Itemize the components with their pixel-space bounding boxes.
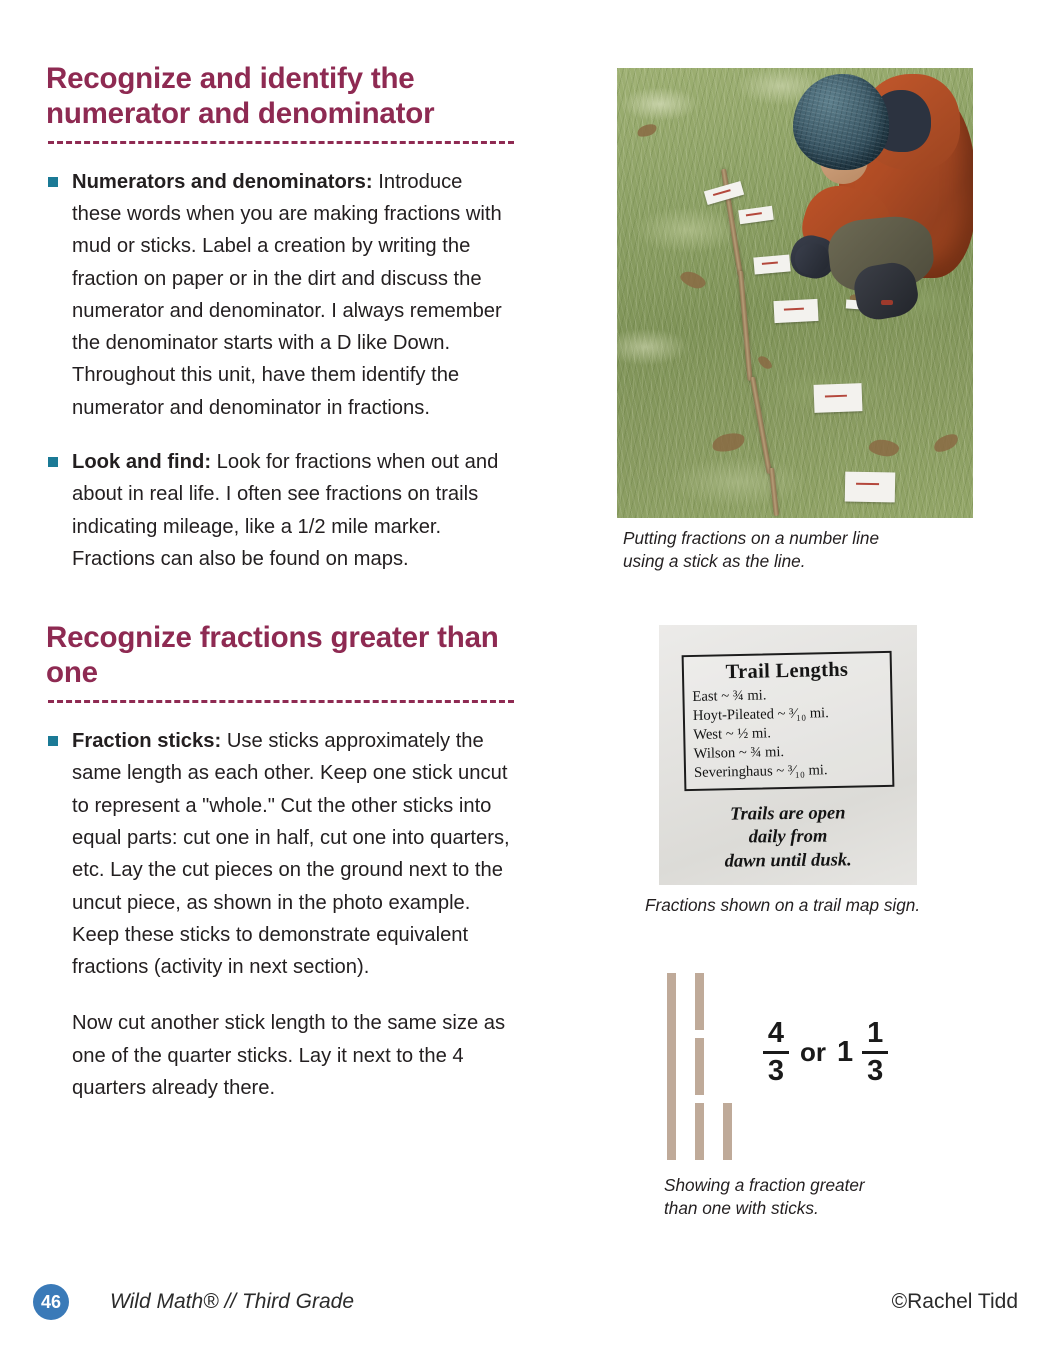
bullet-lead: Numerators and denominators: bbox=[72, 170, 373, 193]
section-heading-1: Recognize and identify the numerator and denominator bbox=[46, 62, 435, 130]
bullet-text: Introduce these words when you are making fractions with mud or sticks. Label a creation by writing the fraction on paper or in the dirt and discuss the numerator and denominator. I always remember the denominator starts with a D like Down. Throughout this unit, have them identify the numerator and denominator in fractions. bbox=[72, 170, 502, 419]
whole-stick bbox=[667, 973, 676, 1160]
fraction-diagram-figure bbox=[659, 965, 1017, 1165]
hours-line: daily from bbox=[748, 826, 828, 848]
heading-divider-2 bbox=[48, 700, 514, 703]
page-footer bbox=[0, 1283, 1054, 1333]
list-item bbox=[46, 446, 516, 575]
fraction-card bbox=[753, 254, 790, 274]
bullet-text: Look for fractions when out and about in real life. I often see fractions on trails indicating mileage, like a 1/2 mile marker. Fractions can also be found on maps. bbox=[72, 451, 499, 571]
improper-fraction bbox=[763, 1016, 789, 1088]
sign-trail-list bbox=[692, 684, 892, 783]
photo-caption-1 bbox=[623, 527, 1017, 573]
mixed-whole-number: 1 bbox=[837, 1035, 854, 1068]
hours-line: dawn until dusk. bbox=[724, 849, 852, 872]
figure-caption-3 bbox=[664, 1174, 1017, 1220]
extra-third-stick bbox=[723, 1103, 732, 1160]
caption-line: Showing a fraction greater bbox=[664, 1174, 865, 1195]
page-number-badge: 46 bbox=[33, 1284, 69, 1320]
sign-box bbox=[682, 651, 895, 791]
footer-book-title: Wild Math® // Third Grade bbox=[110, 1290, 355, 1313]
hours-line: Trails are open bbox=[729, 803, 846, 825]
mixed-fraction bbox=[862, 1016, 888, 1088]
figure-column bbox=[617, 68, 1017, 1219]
photo-trail-sign bbox=[659, 625, 917, 885]
trail-entry: East ~ ¾ mi. bbox=[692, 687, 767, 705]
caption-line: using a stick as the line. bbox=[623, 550, 806, 571]
boot-accent bbox=[881, 300, 893, 305]
photo-caption-2: Fractions shown on a trail map sign. bbox=[645, 894, 921, 915]
fraction-card bbox=[845, 472, 896, 503]
denominator: 3 bbox=[867, 1055, 884, 1088]
caption-line: Putting fractions on a number line bbox=[623, 528, 880, 548]
section-heading-2: Recognize fractions greater than one bbox=[46, 621, 499, 690]
bullet-text: Use sticks approximately the same length as each other. Keep one stick uncut to represent a "whole." Cut the other sticks into equal parts: cut one in half, cut one into quarters, etc. Lay the cut pieces on the ground next to the uncut piece, as shown in the photo example. Keep these sticks to demonstrate equivalent fractions (activity in next section). bbox=[72, 729, 510, 979]
bullet-lead: Fraction sticks: bbox=[72, 729, 222, 752]
caption-line: than one with sticks. bbox=[664, 1197, 819, 1218]
fraction-card bbox=[814, 383, 863, 413]
trail-entry: Severinghaus ~ ³⁄₁₀ mi. bbox=[693, 761, 828, 781]
third-stick bbox=[695, 1103, 704, 1160]
sign-hours bbox=[659, 801, 917, 874]
trail-entry: Hoyt-Pileated ~ ³⁄₁₀ mi. bbox=[692, 704, 829, 724]
heading-divider-1 bbox=[48, 141, 514, 144]
fraction-expression bbox=[763, 1016, 888, 1088]
trail-entry: West ~ ½ mi. bbox=[693, 725, 772, 743]
numerator: 4 bbox=[767, 1016, 785, 1049]
bullet-list-2 bbox=[46, 725, 516, 984]
closing-paragraph: Now cut another stick length to the same size as one of the quarter sticks. Lay it next to the 4 quarters already there. bbox=[72, 1012, 506, 1100]
bullet-list-1 bbox=[46, 166, 516, 576]
list-item bbox=[46, 166, 516, 425]
or-connector: or bbox=[800, 1036, 826, 1067]
knit-hat bbox=[793, 74, 889, 170]
numerator: 1 bbox=[867, 1016, 884, 1049]
footer-copyright: ©Rachel Tidd bbox=[891, 1290, 1018, 1313]
bullet-lead: Look and find: bbox=[72, 451, 212, 474]
photo-child-with-stick bbox=[617, 68, 973, 518]
denominator: 3 bbox=[767, 1055, 785, 1088]
third-stick bbox=[695, 973, 704, 1030]
trail-entry: Wilson ~ ¾ mi. bbox=[693, 743, 785, 762]
main-text-column bbox=[46, 62, 516, 1104]
third-stick bbox=[695, 1038, 704, 1095]
list-item bbox=[46, 725, 516, 984]
fraction-stick-diagram bbox=[659, 965, 989, 1165]
fraction-card bbox=[773, 299, 818, 323]
trail-sign-figure bbox=[659, 625, 1017, 885]
sign-title: Trail Lengths bbox=[725, 658, 849, 684]
